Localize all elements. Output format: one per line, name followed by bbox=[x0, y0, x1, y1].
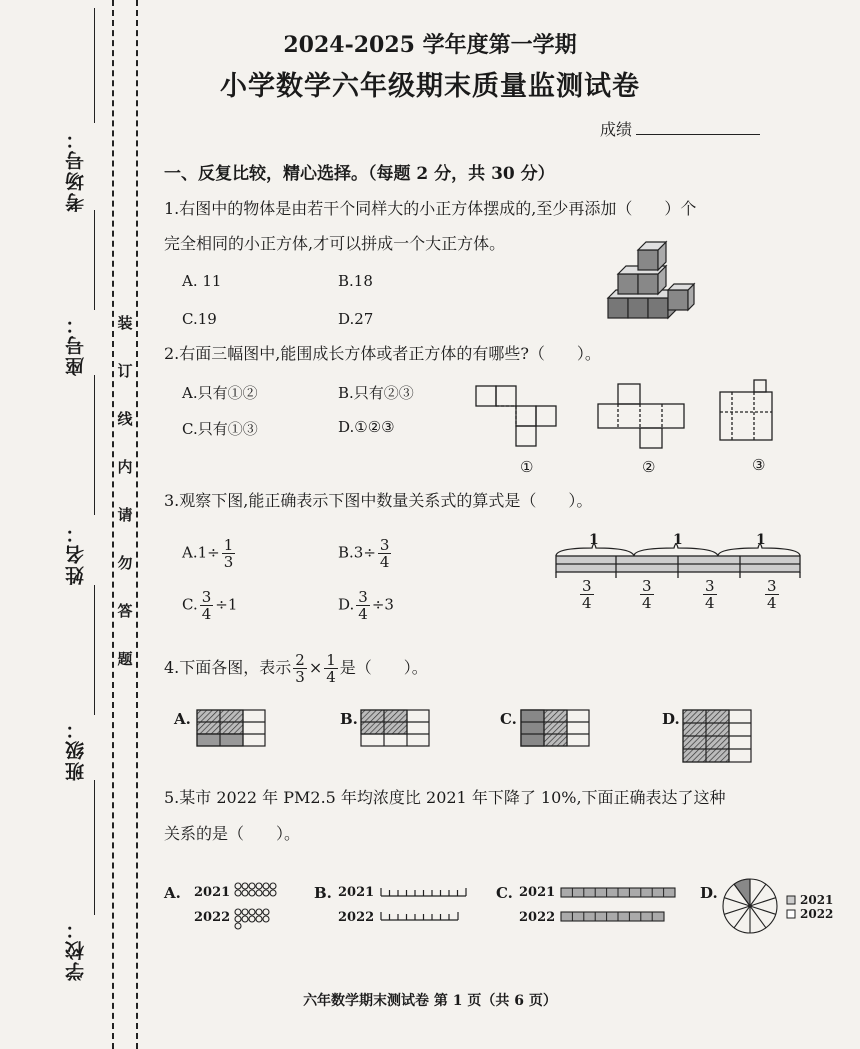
q5-d-pie bbox=[720, 876, 780, 936]
net-figure-1 bbox=[470, 380, 570, 452]
bar-top-label: 1 bbox=[589, 532, 599, 548]
binding-char: 内 bbox=[117, 458, 133, 476]
bar-bottom-fraction bbox=[763, 578, 781, 611]
net-label-2: ② bbox=[642, 458, 656, 476]
denominator: 4 bbox=[379, 553, 390, 571]
question-1-line2: 完全相同的小正方体,才可以拼成一个大正方体。 bbox=[164, 234, 506, 253]
bar-bottom-fraction bbox=[578, 578, 596, 611]
q1-option-b[interactable]: B.18 bbox=[338, 272, 373, 290]
exam-title: 小学数学六年级期末质量监测试卷 bbox=[220, 71, 640, 102]
bar-bottom-fraction bbox=[701, 578, 719, 611]
q4-option-a[interactable]: A. bbox=[174, 710, 191, 728]
score-label: 成绩 bbox=[600, 120, 633, 139]
q3-b-fraction bbox=[378, 537, 392, 570]
q5-c-bars bbox=[560, 886, 680, 922]
numerator: 2 bbox=[295, 651, 305, 669]
q5-a-year-2022: 2022 bbox=[194, 910, 231, 925]
q2-option-d[interactable]: D.①②③ bbox=[338, 418, 395, 436]
denominator: 3 bbox=[295, 668, 305, 686]
section-heading: 一、反复比较，精心选择。（每题 2 分，共 30 分） bbox=[164, 164, 555, 184]
net-label-1: ① bbox=[520, 458, 534, 476]
q5-c-year-2021: 2021 bbox=[519, 885, 556, 900]
question-2: 2.右面三幅图中,能围成长方体或者正方体的有哪些?（ ）。 bbox=[164, 344, 601, 363]
q4-option-c[interactable]: C. bbox=[500, 710, 517, 728]
binding-char: 线 bbox=[117, 410, 133, 428]
numerator: 3 bbox=[767, 577, 777, 595]
q3-d-prefix: D. bbox=[338, 595, 355, 614]
score-field[interactable] bbox=[636, 134, 760, 135]
q1-option-d[interactable]: D.27 bbox=[338, 310, 374, 328]
q3-a-fraction bbox=[222, 537, 236, 570]
q1-option-c[interactable]: C.19 bbox=[182, 310, 217, 328]
q4-prefix: 4.下面各图，表示 bbox=[164, 658, 292, 677]
q4-grid-c bbox=[520, 709, 592, 747]
question-3: 3.观察下图,能正确表示下图中数量关系式的算式是（ ）。 bbox=[164, 491, 593, 510]
q5-b-ticks bbox=[380, 886, 470, 922]
binding-char: 题 bbox=[117, 650, 133, 668]
q5-a-year-2021: 2021 bbox=[194, 885, 231, 900]
q4-fraction-2 bbox=[324, 652, 338, 685]
school-label: 学校： bbox=[65, 918, 87, 981]
net-label-3: ③ bbox=[752, 456, 766, 474]
denominator: 4 bbox=[326, 668, 336, 686]
binding-char: 勿 bbox=[117, 554, 133, 572]
q3-d-fraction bbox=[356, 589, 370, 622]
binding-char: 装 bbox=[117, 314, 133, 332]
numerator: 3 bbox=[582, 577, 592, 595]
seat-label: 座号： bbox=[65, 313, 87, 376]
q3-c-suffix: ÷1 bbox=[215, 595, 238, 614]
q3-option-c[interactable] bbox=[182, 589, 237, 622]
binding-char: 订 bbox=[117, 362, 133, 380]
q5-b-year-2022: 2022 bbox=[338, 910, 375, 925]
binding-char: 答 bbox=[117, 602, 133, 620]
net-figure-2 bbox=[594, 380, 694, 452]
q4-grid-b bbox=[360, 709, 432, 747]
q2-option-c[interactable]: C.只有①③ bbox=[182, 420, 258, 438]
q3-d-suffix: ÷3 bbox=[371, 595, 394, 614]
exam-term-title: 2024-2025 学年度第一学期 bbox=[283, 32, 577, 58]
q3-b-prefix: B.3÷ bbox=[338, 543, 376, 562]
q3-c-fraction bbox=[200, 589, 214, 622]
denominator: 4 bbox=[705, 594, 715, 612]
class-label: 班级： bbox=[65, 718, 87, 781]
bar-bottom-fraction bbox=[638, 578, 656, 611]
numerator: 3 bbox=[201, 588, 212, 606]
q4-option-d[interactable]: D. bbox=[662, 710, 680, 728]
school-line bbox=[94, 780, 95, 915]
q5-option-b[interactable]: B. bbox=[314, 884, 332, 902]
numerator: 1 bbox=[326, 651, 336, 669]
exam-room-label: 考场号： bbox=[65, 128, 87, 212]
question-5-line1: 5.某市 2022 年 PM2.5 年均浓度比 2021 年下降了 10%,下面正确表达了这种 bbox=[164, 788, 726, 807]
name-label: 姓名： bbox=[65, 522, 87, 585]
cube-stack-figure bbox=[600, 238, 700, 328]
page-footer: 六年数学期末测试卷 第 1 页（共 6 页） bbox=[303, 993, 557, 1009]
question-1-line1: 1.右图中的物体是由若干个同样大的小正方体摆成的,至少再添加（ ）个 bbox=[164, 199, 697, 218]
q4-times: × bbox=[308, 658, 323, 677]
q3-option-d[interactable] bbox=[338, 589, 394, 622]
net-figure-3 bbox=[714, 378, 784, 450]
denominator: 4 bbox=[358, 605, 368, 623]
q3-option-b[interactable] bbox=[338, 537, 393, 570]
q2-option-b[interactable]: B.只有②③ bbox=[338, 384, 414, 402]
q5-option-c[interactable]: C. bbox=[496, 884, 513, 902]
class-line bbox=[94, 585, 95, 715]
bar-top-label: 1 bbox=[673, 532, 683, 548]
denominator: 3 bbox=[223, 553, 234, 571]
q5-c-year-2022: 2022 bbox=[519, 910, 556, 925]
denominator: 4 bbox=[642, 594, 652, 612]
q3-c-prefix: C. bbox=[182, 595, 198, 614]
numerator: 3 bbox=[379, 536, 390, 554]
q4-grid-a bbox=[196, 709, 268, 747]
q5-option-d[interactable]: D. bbox=[700, 884, 718, 902]
numerator: 3 bbox=[705, 577, 715, 595]
numerator: 3 bbox=[358, 588, 368, 606]
q4-fraction-1 bbox=[293, 652, 307, 685]
numerator: 1 bbox=[223, 536, 234, 554]
question-5-line2: 关系的是（ ）。 bbox=[164, 824, 301, 843]
q4-option-b[interactable]: B. bbox=[340, 710, 358, 728]
q5-option-a[interactable]: A. bbox=[164, 884, 181, 902]
q1-option-a[interactable]: A. 11 bbox=[182, 272, 222, 290]
name-line bbox=[94, 375, 95, 515]
q5-d-legend-2021: 2021 bbox=[800, 893, 834, 907]
denominator: 4 bbox=[582, 594, 592, 612]
q5-d-legend-2022: 2022 bbox=[800, 907, 834, 921]
binding-dashed-line-inner bbox=[136, 0, 138, 1049]
q4-grid-d bbox=[682, 709, 754, 763]
q5-a-circles bbox=[234, 882, 280, 930]
binding-dashed-line bbox=[112, 0, 114, 1049]
q4-suffix: 是（ ）。 bbox=[339, 658, 428, 677]
numerator: 3 bbox=[642, 577, 652, 595]
q3-a-prefix: A.1÷ bbox=[182, 543, 220, 562]
binding-char: 请 bbox=[117, 506, 133, 524]
bar-top-label: 1 bbox=[756, 532, 766, 548]
question-4 bbox=[164, 652, 428, 685]
denominator: 4 bbox=[767, 594, 777, 612]
denominator: 4 bbox=[201, 605, 212, 623]
q5-b-year-2021: 2021 bbox=[338, 885, 375, 900]
q5-d-legend-boxes bbox=[786, 895, 796, 921]
q3-option-a[interactable] bbox=[182, 537, 237, 570]
q2-option-a[interactable]: A.只有①② bbox=[182, 384, 258, 402]
seat-line bbox=[94, 210, 95, 310]
